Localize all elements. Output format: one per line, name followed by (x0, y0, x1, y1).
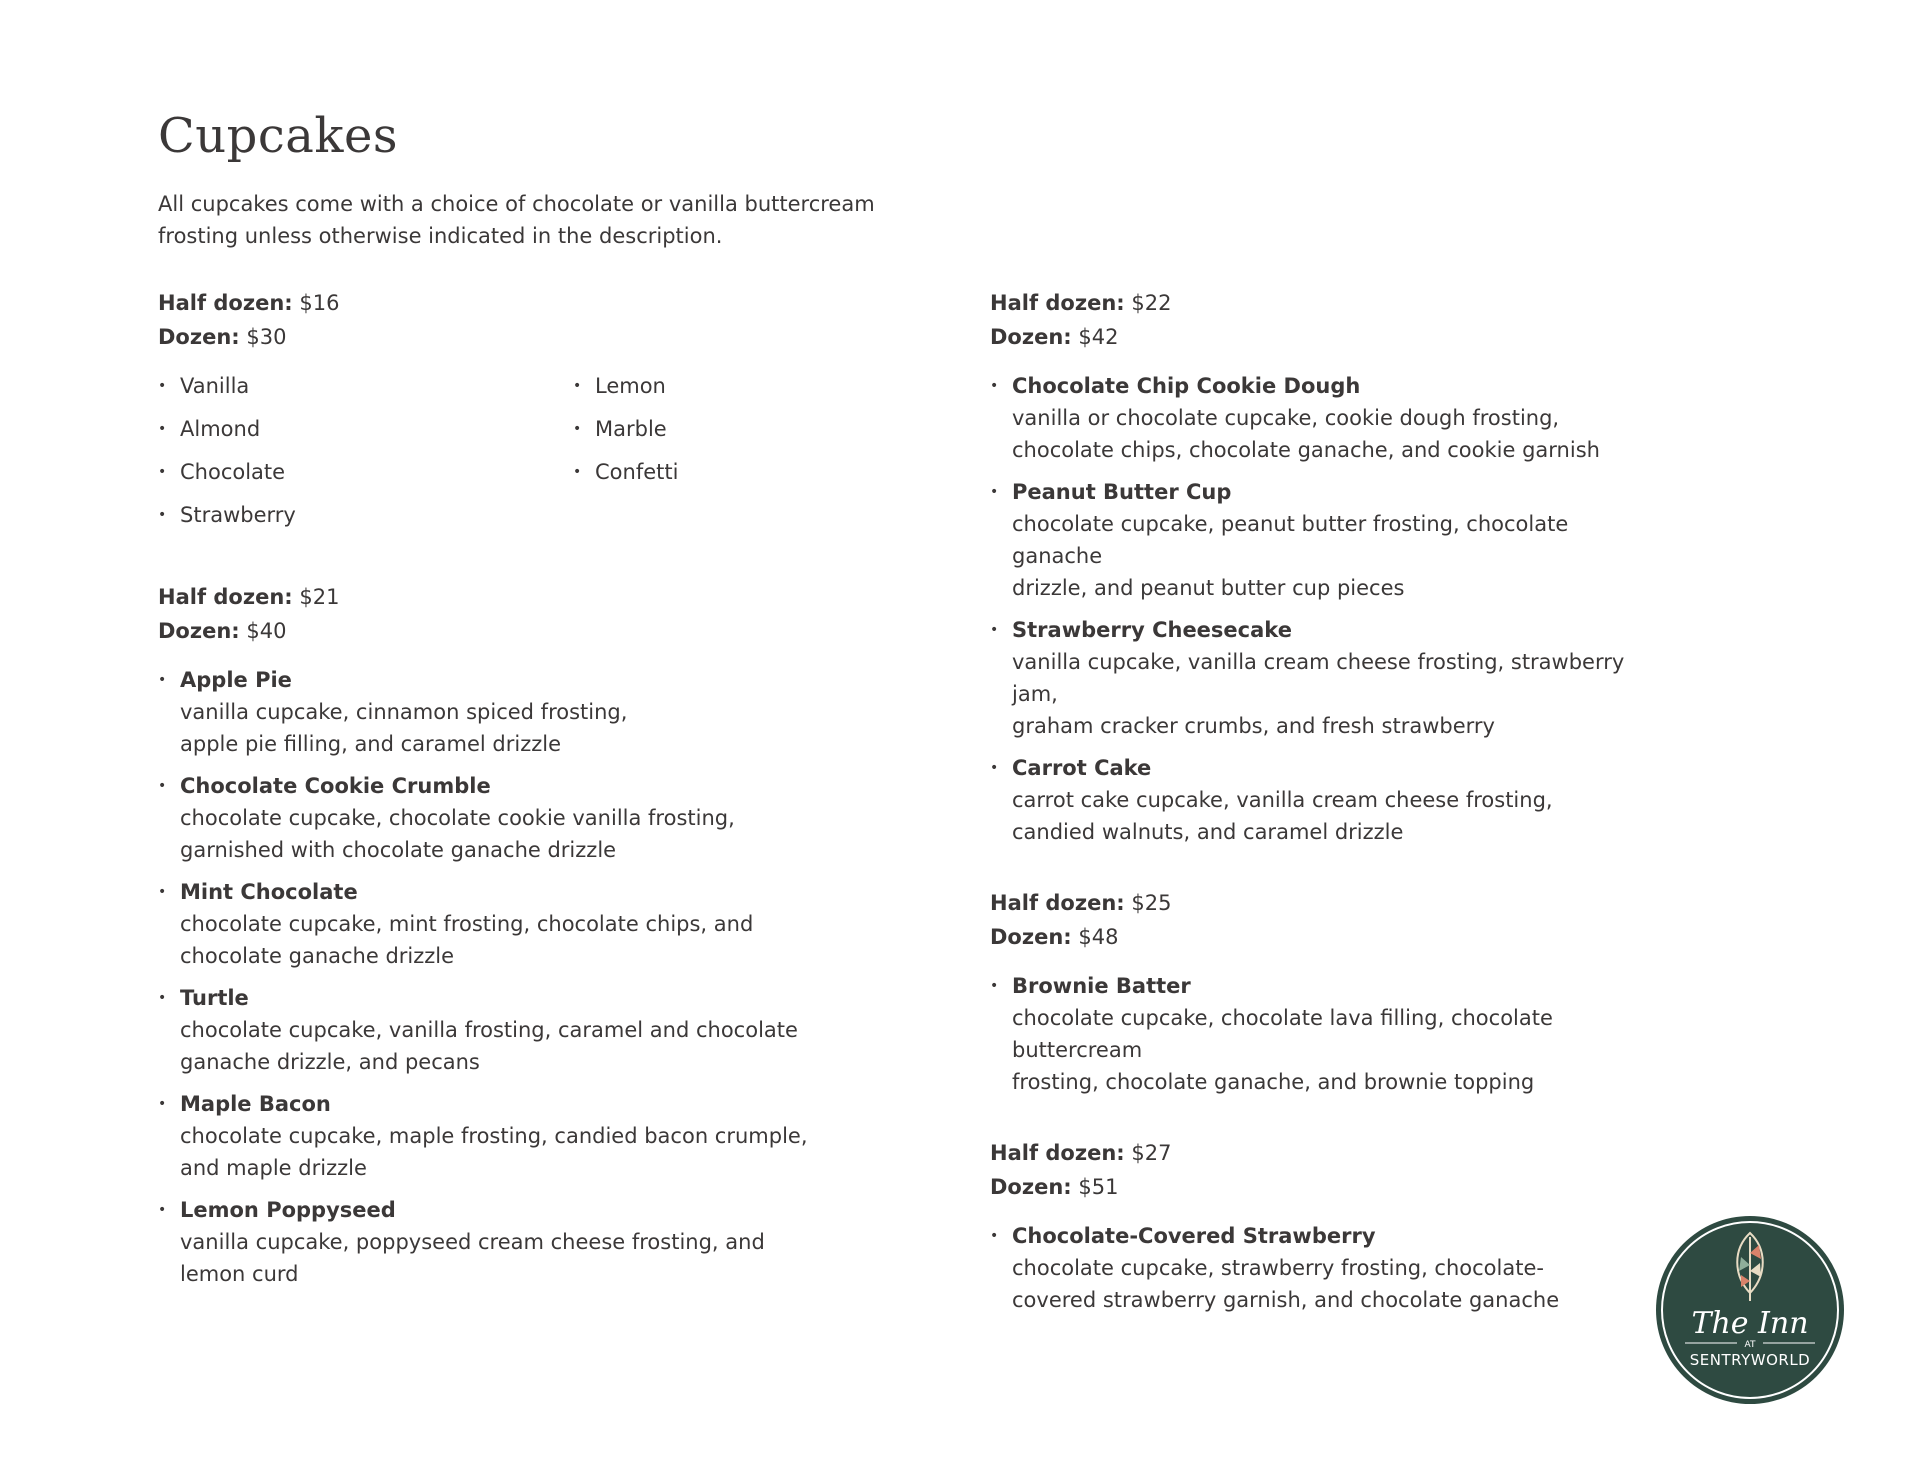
dozen-price: Dozen: $30 (158, 325, 287, 349)
flavor-item: • Confetti (573, 456, 873, 489)
tier21-section (158, 580, 938, 1290)
half-dozen-price: Half dozen: $25 (990, 891, 1172, 915)
item-desc: chocolate cupcake, chocolate cookie vanilla frosting, garnished with chocolate ganache drizzle (180, 806, 735, 862)
flavor-list (158, 370, 938, 542)
page-title: Cupcakes (158, 108, 398, 164)
logo-badge-icon (1655, 1215, 1845, 1405)
item-desc: chocolate cupcake, strawberry frosting, chocolate- covered strawberry garnish, and chocolate ganache (1012, 1256, 1560, 1312)
item-desc: chocolate cupcake, vanilla frosting, caramel and chocolate ganache drizzle, and pecans (180, 1018, 798, 1074)
svg-text:The Inn: The Inn (1691, 1306, 1809, 1341)
list-item (990, 752, 1770, 848)
item-name: • Chocolate Cookie Crumble (180, 774, 491, 798)
item-name: • Carrot Cake (1012, 756, 1152, 780)
half-dozen-price: Half dozen: $22 (990, 291, 1172, 315)
svg-text:AT: AT (1744, 1340, 1756, 1350)
item-name: • Peanut Butter Cup (1012, 480, 1232, 504)
svg-text:SENTRYWORLD: SENTRYWORLD (1689, 1351, 1811, 1369)
tier25-section (990, 886, 1770, 1098)
tier22-section (990, 286, 1770, 848)
right-column (990, 286, 1770, 1354)
item-desc: chocolate cupcake, peanut butter frosting, chocolate ganache drizzle, and peanut butter cup pieces (1012, 512, 1569, 600)
list-item (158, 982, 938, 1078)
item-name: • Lemon Poppyseed (180, 1198, 396, 1222)
list-item (990, 476, 1770, 604)
item-name: • Chocolate Chip Cookie Dough (1012, 374, 1361, 398)
list-item (158, 1194, 938, 1290)
item-desc: chocolate cupcake, chocolate lava filling, chocolate buttercream frosting, chocolate ganache, and brownie topping (1012, 1006, 1553, 1094)
item-desc: chocolate cupcake, maple frosting, candied bacon crumple, and maple drizzle (180, 1124, 808, 1180)
item-desc: chocolate cupcake, mint frosting, chocolate chips, and chocolate ganache drizzle (180, 912, 754, 968)
flavor-item: • Vanilla (158, 370, 573, 403)
flavor-item: • Marble (573, 413, 873, 446)
item-name: • Mint Chocolate (180, 880, 358, 904)
item-name: • Maple Bacon (180, 1092, 331, 1116)
cupcake-list (990, 370, 1770, 848)
price-block (158, 580, 938, 648)
left-column (158, 286, 938, 1328)
dozen-price: Dozen: $42 (990, 325, 1119, 349)
item-desc: vanilla cupcake, poppyseed cream cheese frosting, and lemon curd (180, 1230, 765, 1286)
item-desc: vanilla cupcake, vanilla cream cheese frosting, strawberry jam, graham cracker crumbs, and fresh strawberry (1012, 650, 1625, 738)
flavor-item: • Chocolate (158, 456, 573, 489)
price-block (990, 1136, 1770, 1204)
half-dozen-price: Half dozen: $27 (990, 1141, 1172, 1165)
item-desc: vanilla or chocolate cupcake, cookie dough frosting, chocolate chips, chocolate ganache, and cookie garnish (1012, 406, 1600, 462)
list-item (158, 770, 938, 866)
item-name: • Chocolate-Covered Strawberry (1012, 1224, 1376, 1248)
inn-sentryworld-logo (1655, 1215, 1845, 1405)
item-desc: carrot cake cupcake, vanilla cream cheese frosting, candied walnuts, and caramel drizzle (1012, 788, 1553, 844)
list-item (158, 1088, 938, 1184)
basic-section (158, 286, 938, 542)
dozen-price: Dozen: $40 (158, 619, 287, 643)
item-desc: vanilla cupcake, cinnamon spiced frosting, apple pie filling, and caramel drizzle (180, 700, 628, 756)
list-item (990, 370, 1770, 466)
cupcake-list (990, 1220, 1770, 1316)
tier27-section (990, 1136, 1770, 1316)
flavor-item: • Lemon (573, 370, 873, 403)
item-name: • Strawberry Cheesecake (1012, 618, 1292, 642)
list-item (158, 664, 938, 760)
list-item (990, 970, 1770, 1098)
dozen-price: Dozen: $51 (990, 1175, 1119, 1199)
flavor-item: • Strawberry (158, 499, 573, 532)
list-item (990, 614, 1770, 742)
item-name: • Brownie Batter (1012, 974, 1191, 998)
list-item (158, 876, 938, 972)
flavor-item: • Almond (158, 413, 573, 446)
dozen-price: Dozen: $48 (990, 925, 1119, 949)
half-dozen-price: Half dozen: $16 (158, 291, 340, 315)
cupcake-list (158, 664, 938, 1290)
price-block (990, 886, 1770, 954)
item-name: • Turtle (180, 986, 249, 1010)
price-block (158, 286, 938, 354)
intro-text: All cupcakes come with a choice of chocolate or vanilla buttercream frosting unless otherwise indicated in the description. (158, 192, 875, 248)
price-block (990, 286, 1770, 354)
list-item (990, 1220, 1770, 1316)
half-dozen-price: Half dozen: $21 (158, 585, 340, 609)
cupcake-list (990, 970, 1770, 1098)
item-name: • Apple Pie (180, 668, 292, 692)
